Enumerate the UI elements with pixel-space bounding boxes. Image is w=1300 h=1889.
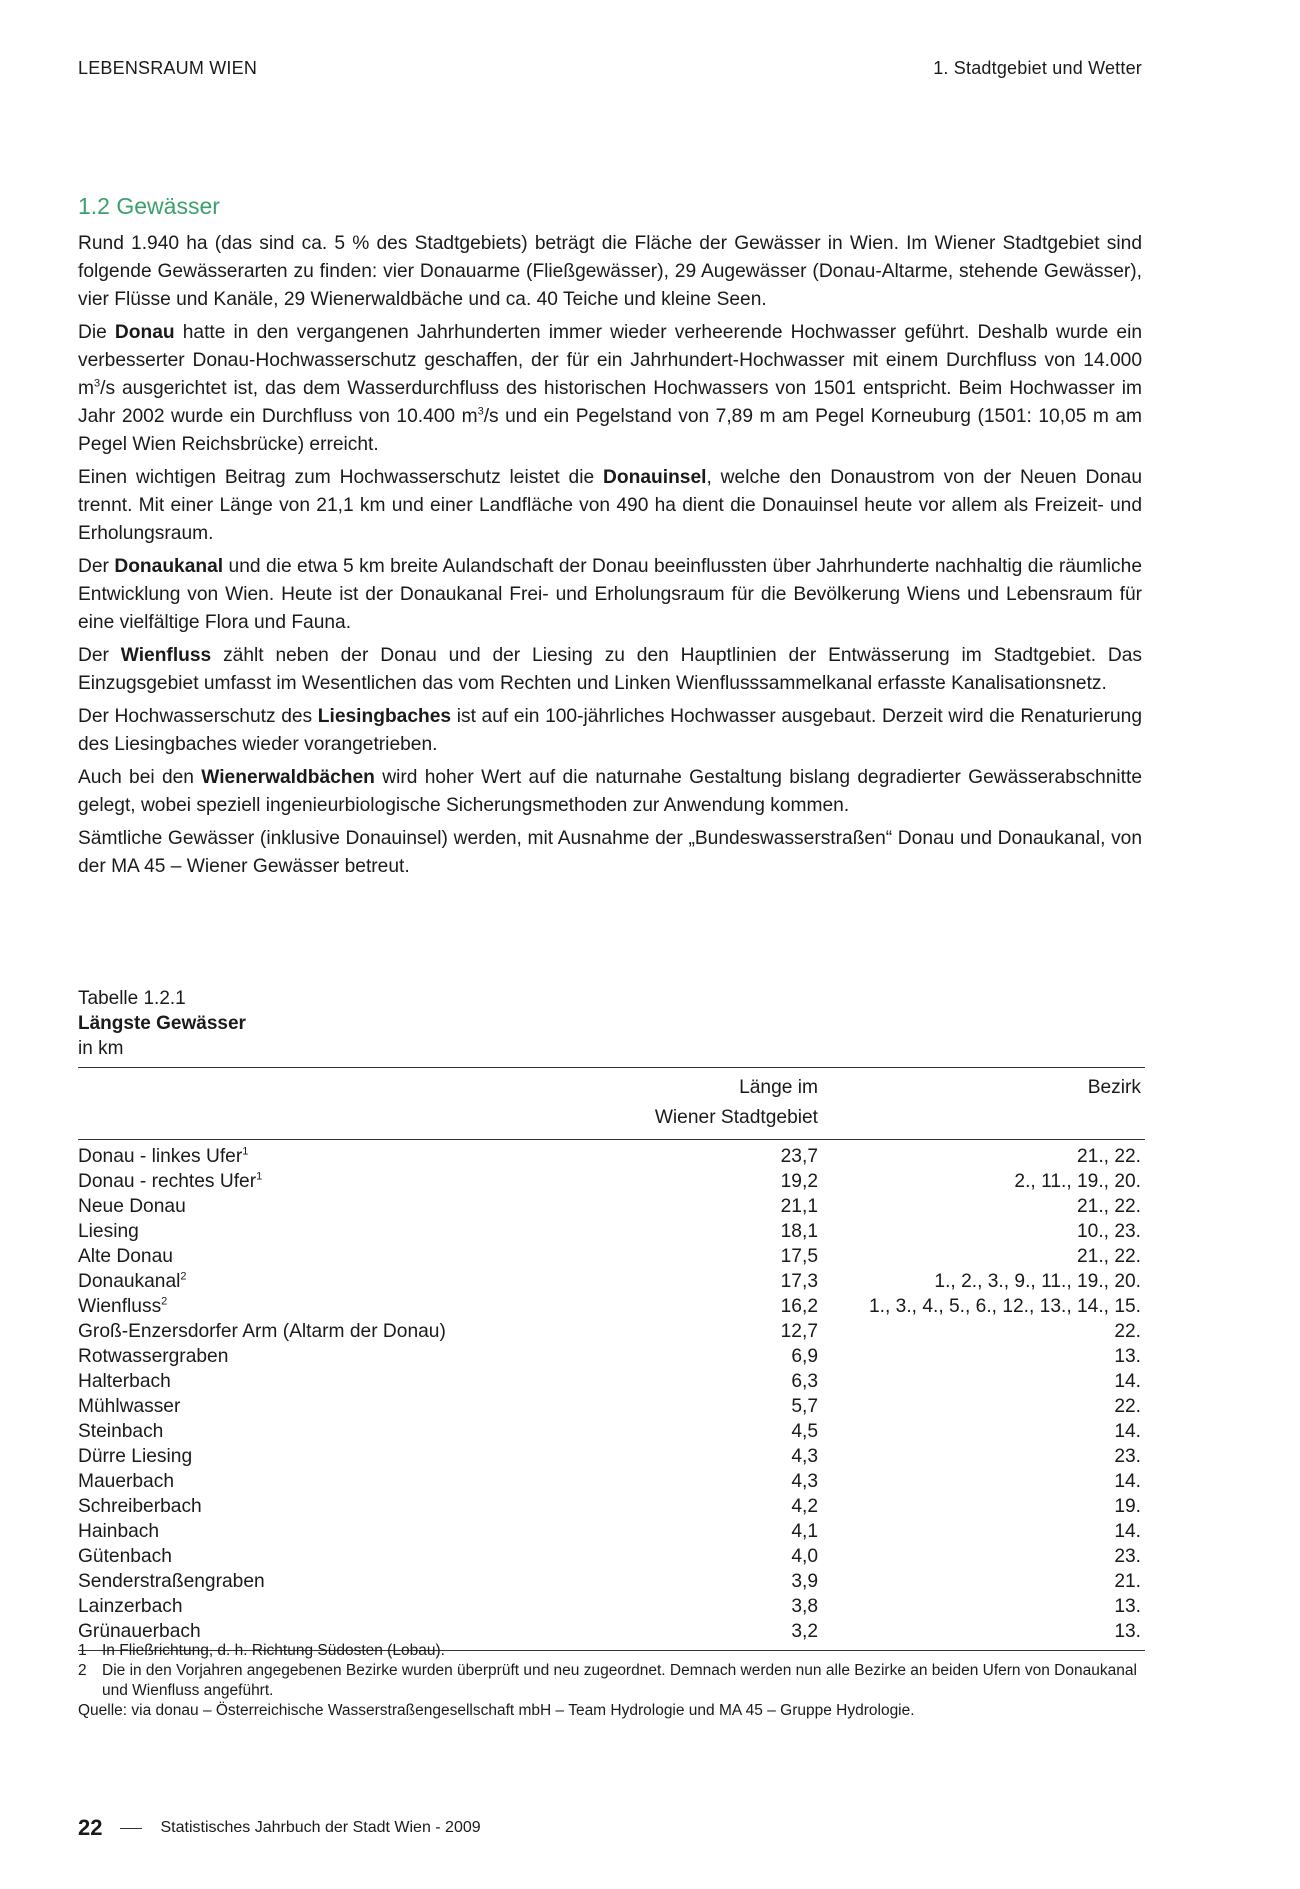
footnote-ref: 2 — [180, 1270, 187, 1283]
cell-water-name — [78, 1519, 598, 1544]
table-row — [78, 1269, 1145, 1294]
keyword-donauinsel: Donauinsel — [603, 467, 707, 488]
table-row — [78, 1344, 1145, 1369]
footnotes — [78, 1641, 1138, 1721]
column-header-name — [78, 1068, 598, 1140]
water-name: Donau - rechtes Ufer — [78, 1171, 257, 1192]
cell-district: 22. — [1114, 1321, 1141, 1342]
cell-district: 2., 11., 19., 20. — [1014, 1171, 1141, 1192]
cell-length: 5,7 — [791, 1396, 818, 1417]
cell-length: 18,1 — [780, 1221, 818, 1242]
paragraph-text: wird hoher Wert auf die naturnahe Gestaltung bislang degradierter Gewässerabschnitte gelegt, wobei speziell ingenieurbiologische Sicherungsmethoden zur Anwendung kommen. — [78, 767, 1142, 816]
cell-water-name — [78, 1194, 598, 1219]
cell-length: 4,3 — [791, 1446, 818, 1467]
table-row — [78, 1419, 1145, 1444]
cell-water-name — [78, 1319, 598, 1344]
water-name: Senderstraßengraben — [78, 1571, 265, 1592]
publication-title: Statistisches Jahrbuch der Stadt Wien - 2009 — [160, 1819, 481, 1836]
cell-length: 4,3 — [791, 1471, 818, 1492]
keyword-donaukanal: Donaukanal — [114, 556, 224, 577]
cell-length: 6,3 — [791, 1371, 818, 1392]
column-header-district: Bezirk — [818, 1068, 1145, 1140]
superscript: 3 — [477, 405, 484, 418]
table-row — [78, 1194, 1145, 1219]
table-label: Tabelle 1.2.1 — [78, 988, 186, 1009]
paragraph-text: Der — [78, 556, 115, 577]
footnote-2 — [78, 1661, 1138, 1701]
header-chapter: LEBENSRAUM WIEN — [78, 58, 258, 78]
cell-length: 4,5 — [791, 1421, 818, 1442]
cell-water-name — [78, 1269, 598, 1294]
column-header-length-line1: Länge im — [739, 1077, 818, 1098]
paragraph-text: und die etwa 5 km breite Aulandschaft der Donau beeinflussten über Jahrhunderte nachhaltig die räumliche Entwicklung von Wien. Heute ist der Donaukanal Frei- und Erholungsraum für die Bevölkerung Wiens und Lebensraum für eine vielfältige Flora und Fauna. — [78, 556, 1142, 633]
cell-district: 14. — [1114, 1371, 1141, 1392]
cell-water-name — [78, 1569, 598, 1594]
table-row — [78, 1594, 1145, 1619]
table-unit: in km — [78, 1038, 124, 1059]
table-row — [78, 1569, 1145, 1594]
superscript: 3 — [93, 377, 101, 390]
table-row — [78, 1294, 1145, 1319]
keyword-wienerwaldbaeche: Wienerwaldbächen — [201, 767, 375, 788]
cell-district: 1., 3., 4., 5., 6., 12., 13., 14., 15. — [869, 1296, 1141, 1317]
cell-length: 19,2 — [780, 1171, 818, 1192]
cell-district: 13. — [1114, 1596, 1141, 1617]
water-name: Dürre Liesing — [78, 1446, 193, 1467]
cell-district: 22. — [1114, 1396, 1141, 1417]
cell-length: 21,1 — [780, 1196, 818, 1217]
paragraph-wienfluss — [78, 642, 1142, 698]
cell-water-name — [78, 1544, 598, 1569]
cell-water-name — [78, 1394, 598, 1419]
water-name: Donau - linkes Ufer — [78, 1146, 243, 1167]
cell-length: 17,5 — [780, 1246, 818, 1267]
table-row — [78, 1169, 1145, 1194]
footnote-number: 1 — [78, 1642, 87, 1659]
footnote-ref: 1 — [242, 1145, 249, 1158]
paragraph-donauinsel — [78, 464, 1142, 548]
cell-water-name — [78, 1419, 598, 1444]
table-row — [78, 1219, 1145, 1244]
footer-divider — [120, 1828, 142, 1829]
paragraph-text: zählt neben der Donau und der Liesing zu den Hauptlinien der Entwässerung im Stadtgebiet. Das Einzugsgebiet umfasst im Wesentlichen das vom Rechten und Linken Wienflusssammelkanal erfasste Kanalisationsnetz. — [78, 645, 1142, 694]
keyword-wienfluss: Wienfluss — [120, 645, 212, 666]
waters-table — [78, 1067, 1145, 1651]
cell-length: 12,7 — [780, 1321, 818, 1342]
water-name: Lainzerbach — [78, 1596, 183, 1617]
cell-water-name — [78, 1469, 598, 1494]
paragraph-text: Rund 1.940 ha (das sind ca. 5 % des Stadtgebiets) beträgt die Fläche der Gewässer in Wien. Im Wiener Stadtgebiet sind folgende Gewässerarten zu finden: vier Donauarme (Fließgewässer), 29 Augewässer (Donau-Altarme, stehende Gewässer), vier Flüsse und Kanäle, 29 Wienerwaldbäche und ca. 40 Teiche und kleine Seen. — [78, 233, 1142, 310]
paragraph-intro — [78, 230, 1142, 314]
water-name: Schreiberbach — [78, 1496, 202, 1517]
water-name: Wienfluss — [78, 1296, 162, 1317]
paragraph-donau — [78, 319, 1142, 459]
table-title: Längste Gewässer — [78, 1013, 246, 1034]
keyword-donau: Donau — [114, 322, 175, 343]
water-name: Neue Donau — [78, 1196, 186, 1217]
cell-length: 6,9 — [791, 1346, 818, 1367]
cell-length: 3,9 — [791, 1571, 818, 1592]
cell-district: 1., 2., 3., 9., 11., 19., 20. — [934, 1271, 1141, 1292]
table-row — [78, 1469, 1145, 1494]
table-row — [78, 1369, 1145, 1394]
paragraph-verwaltung — [78, 825, 1142, 881]
paragraph-text: hatte in den vergangenen Jahrhunderten immer wieder verheerende Hochwasser geführt. Deshalb wurde ein verbesserter Donau-Hochwasserschutz geschaffen, der für ein Jahrhundert-Hochwasser mit einem Durchfluss von 14.000 m — [78, 322, 1143, 399]
cell-district: 14. — [1114, 1471, 1141, 1492]
cell-district: 13. — [1114, 1346, 1141, 1367]
water-name: Hainbach — [78, 1521, 160, 1542]
paragraph-text: Die — [78, 322, 115, 343]
footnote-number: 2 — [78, 1662, 87, 1679]
column-header-length — [598, 1068, 818, 1140]
cell-length: 23,7 — [780, 1146, 818, 1167]
cell-water-name — [78, 1294, 598, 1319]
cell-district: 21., 22. — [1076, 1246, 1141, 1267]
footnote-ref: 2 — [161, 1295, 168, 1308]
water-name: Groß-Enzersdorfer Arm (Altarm der Donau) — [78, 1321, 446, 1342]
cell-length: 4,2 — [791, 1496, 818, 1517]
table-header-row — [78, 1068, 1145, 1140]
table-row — [78, 1519, 1145, 1544]
cell-water-name — [78, 1594, 598, 1619]
source-note: Quelle: via donau – Österreichische Wasserstraßengesellschaft mbH – Team Hydrologie und MA 45 – Gruppe Hydrologie. — [78, 1702, 915, 1719]
table-row — [78, 1394, 1145, 1419]
cell-length: 4,0 — [791, 1546, 818, 1567]
cell-water-name — [78, 1219, 598, 1244]
cell-length: 4,1 — [791, 1521, 818, 1542]
table-row — [78, 1494, 1145, 1519]
cell-district: 21. — [1114, 1571, 1141, 1592]
paragraph-liesingbach — [78, 703, 1142, 759]
paragraph-text: , welche den Donaustrom von der Neuen Donau trennt. Mit einer Länge von 21,1 km und einer Landfläche von 490 ha dient die Donauinsel heute vor allem als Freizeit- und Erholungsraum. — [78, 467, 1142, 544]
cell-district: 13. — [818, 1619, 1145, 1651]
cell-water-name — [78, 1244, 598, 1269]
paragraph-text: Sämtliche Gewässer (inklusive Donauinsel) werden, mit Ausnahme der „Bundeswasserstraßen“ Donau und Donaukanal, von der MA 45 – Wiener Gewässer betreut. — [78, 828, 1142, 877]
column-header-length-line2: Wiener Stadtgebiet — [654, 1107, 818, 1128]
footnote-1 — [78, 1641, 1138, 1661]
footnote-text: In Fließrichtung, d. h. Richtung Südosten (Lobau). — [102, 1642, 445, 1659]
water-name: Grünauerbach — [78, 1621, 201, 1642]
body-text — [78, 230, 1142, 886]
paragraph-text: ist auf ein 100-jährliches Hochwasser ausgebaut. Derzeit wird die Renaturierung des Liesingbaches wieder vorangetrieben. — [78, 706, 1142, 755]
water-name: Halterbach — [78, 1371, 171, 1392]
cell-district: 23. — [1114, 1446, 1141, 1467]
cell-water-name — [78, 1494, 598, 1519]
cell-district: 14. — [1114, 1421, 1141, 1442]
cell-water-name — [78, 1369, 598, 1394]
cell-length: 3,8 — [791, 1596, 818, 1617]
cell-district: 23. — [1114, 1546, 1141, 1567]
cell-district: 21., 22. — [1076, 1146, 1141, 1167]
section-title: 1.2 Gewässer — [78, 193, 220, 219]
footnote-ref: 1 — [256, 1170, 263, 1183]
table-row — [78, 1444, 1145, 1469]
water-name: Mauerbach — [78, 1471, 174, 1492]
cell-district: 10., 23. — [1076, 1221, 1141, 1242]
cell-length: 3,2 — [598, 1619, 818, 1651]
table-row — [78, 1544, 1145, 1569]
paragraph-text: Einen wichtigen Beitrag zum Hochwasserschutz leistet die — [78, 467, 604, 488]
paragraph-donaukanal — [78, 553, 1142, 637]
water-name: Rotwassergraben — [78, 1346, 229, 1367]
paragraph-wienerwaldbaeche — [78, 764, 1142, 820]
cell-water-name — [78, 1444, 598, 1469]
water-name: Steinbach — [78, 1421, 164, 1442]
cell-length: 17,3 — [780, 1271, 818, 1292]
paragraph-text: /s und ein Pegelstand von 7,89 m am Pegel Korneuburg (1501: 10,05 m am Pegel Wien Reichsbrücke) erreicht. — [78, 406, 1142, 455]
water-name: Alte Donau — [78, 1246, 173, 1267]
table-body — [78, 1140, 1145, 1651]
paragraph-text: Auch bei den — [78, 767, 202, 788]
paragraph-text: Der Hochwasserschutz des — [78, 706, 318, 727]
cell-water-name — [78, 1140, 598, 1170]
water-name: Liesing — [78, 1221, 139, 1242]
cell-water-name — [78, 1344, 598, 1369]
cell-district: 19. — [1114, 1496, 1141, 1517]
cell-water-name — [78, 1169, 598, 1194]
cell-length: 16,2 — [780, 1296, 818, 1317]
cell-district: 14. — [1114, 1521, 1141, 1542]
header-section: 1. Stadtgebiet und Wetter — [933, 58, 1142, 78]
paragraph-text: /s ausgerichtet ist, das dem Wasserdurchfluss des historischen Hochwassers von 1501 entspricht. Beim Hochwasser im Jahr 2002 wurde ein Durchfluss von 10.400 m — [78, 378, 1142, 427]
water-name: Gütenbach — [78, 1546, 172, 1567]
cell-district: 21., 22. — [1076, 1196, 1141, 1217]
keyword-liesingbach: Liesingbaches — [317, 706, 452, 727]
water-name: Donaukanal — [78, 1271, 181, 1292]
table-caption — [78, 986, 246, 1061]
page-number: 22 — [78, 1815, 103, 1840]
table-row — [78, 1244, 1145, 1269]
water-name: Mühlwasser — [78, 1396, 181, 1417]
page-footer — [78, 1815, 481, 1841]
footnote-text: Die in den Vorjahren angegebenen Bezirke wurden überprüft und neu zugeordnet. Demnach werden nun alle Bezirke an beiden Ufern von Donaukanal und Wienfluss angeführt. — [102, 1662, 1137, 1699]
page-header — [78, 58, 1142, 79]
paragraph-text: Der — [78, 645, 121, 666]
table-row — [78, 1319, 1145, 1344]
table-row — [78, 1140, 1145, 1170]
